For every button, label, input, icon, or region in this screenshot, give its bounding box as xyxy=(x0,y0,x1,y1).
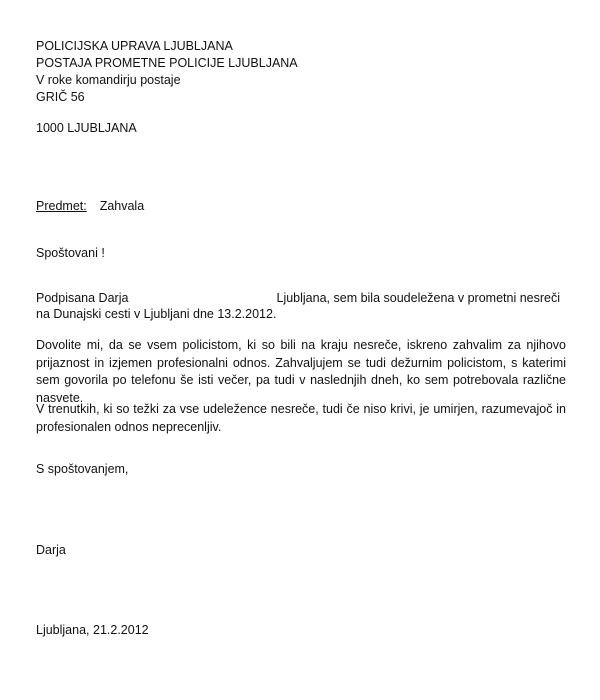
subject-text: Zahvala xyxy=(99,199,145,213)
address-line-3: V roke komandirju postaje xyxy=(36,73,181,87)
recipient-address xyxy=(36,38,298,106)
signature: Darja xyxy=(36,543,66,557)
closing: S spoštovanjem, xyxy=(36,462,129,476)
paragraph-1-line-2: na Dunajski cesti v Ljubljani dne 13.2.2012. xyxy=(36,307,277,321)
subject-line xyxy=(36,198,144,214)
paragraph-1-right: Ljubljana, sem bila soudeležena v prometni nesreči xyxy=(276,291,560,305)
address-line-2: POSTAJA PROMETNE POLICIJE LJUBLJANA xyxy=(36,56,298,70)
paragraph-1 xyxy=(36,290,560,322)
paragraph-2: Dovolite mi, da se vsem policistom, ki so bili na kraju nesreče, iskreno zahvalim za njihovo prijaznost in izjemen profesionalni odnos. Zahvaljujem se tudi dežurnim policistom, s katerimi sem govorila po telefonu še isti večer, pa tudi v naslednjih dneh, ko sem potrebovala različne nasvete. xyxy=(36,338,566,405)
address-postal-city: 1000 LJUBLJANA xyxy=(36,121,137,135)
date-line: Ljubljana, 21.2.2012 xyxy=(36,623,149,637)
paragraph-3: V trenutkih, ki so težki za vse udeležence nesreče, tudi če niso krivi, je umirjen, razumevajoč in profesionalen odnos neprecenljiv. xyxy=(36,402,566,434)
address-line-4: GRIČ 56 xyxy=(36,90,85,104)
greeting: Spoštovani ! xyxy=(36,246,105,260)
subject-label: Predmet: xyxy=(36,199,87,213)
paragraph-1-left: Podpisana Darja xyxy=(36,291,129,305)
address-line-1: POLICIJSKA UPRAVA LJUBLJANA xyxy=(36,39,233,53)
